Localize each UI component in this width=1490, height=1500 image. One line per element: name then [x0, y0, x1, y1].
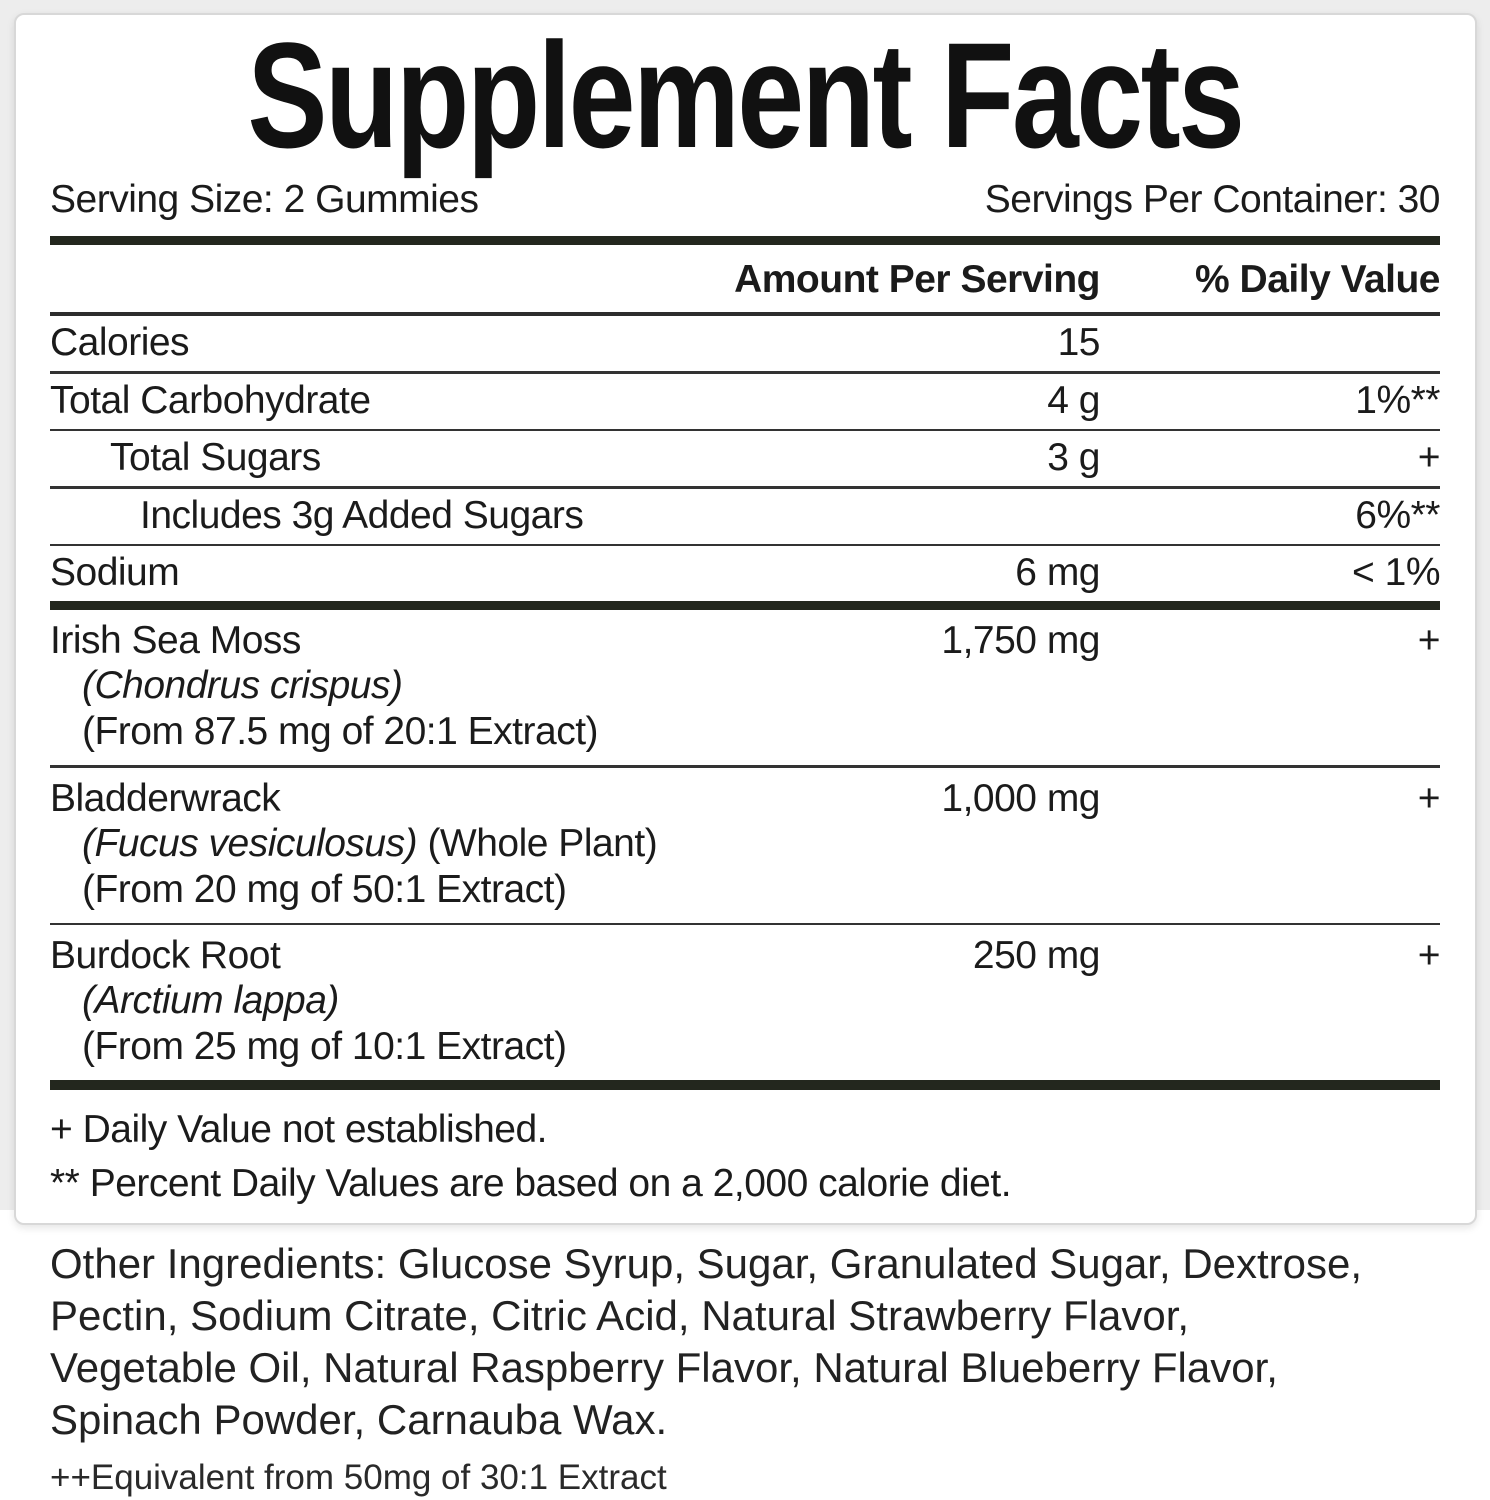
- other-ingredients-line: Spinach Powder, Carnauba Wax.: [50, 1396, 668, 1443]
- column-header-amount: Amount Per Serving: [734, 258, 1100, 301]
- nutrient-amount: 15: [1057, 321, 1100, 364]
- nutrient-label: Sodium: [50, 551, 180, 594]
- panel-title: Supplement Facts: [247, 11, 1243, 179]
- nutrient-row-total-carbohydrate: [50, 374, 1440, 429]
- nutrient-amount: 6 mg: [1015, 551, 1100, 594]
- herb-amount: 1,000 mg: [941, 776, 1100, 820]
- herb-row-bladderwrack: [50, 768, 1440, 923]
- herb-name: Burdock Root: [50, 934, 281, 977]
- herb-daily-value: +: [1417, 934, 1440, 977]
- serving-info-row: [50, 177, 1440, 223]
- nutrient-daily-value: 6%**: [1355, 493, 1440, 537]
- herb-daily-value: +: [1417, 619, 1440, 662]
- nutrient-label: Total Sugars: [110, 436, 321, 479]
- thick-divider-top: [50, 236, 1440, 245]
- nutrient-label: Includes 3g Added Sugars: [140, 493, 584, 537]
- nutrient-amount: 4 g: [1047, 378, 1100, 422]
- footnote-percent-dv: ** Percent Daily Values are based on a 2,000 calorie diet.: [50, 1162, 1012, 1205]
- equivalent-note: ++Equivalent from 50mg of 30:1 Extract: [50, 1458, 667, 1497]
- nutrient-row-calories: [50, 316, 1440, 371]
- herb-latin-name: (Fucus vesiculosus): [82, 821, 418, 865]
- other-ingredients-line: Pectin, Sodium Citrate, Citric Acid, Natural Strawberry Flavor,: [50, 1292, 1190, 1339]
- herb-amount: 1,750 mg: [941, 619, 1100, 662]
- herb-row-burdock-root: [50, 925, 1440, 1080]
- footnotes: [50, 1103, 1440, 1211]
- herb-extract-line: (From 25 mg of 10:1 Extract): [82, 1025, 567, 1068]
- herb-latin-name: (Arctium lappa): [82, 979, 339, 1022]
- nutrient-label: Total Carbohydrate: [50, 378, 371, 422]
- herb-daily-value: +: [1417, 776, 1440, 820]
- other-ingredients: [50, 1238, 1450, 1446]
- herb-main-line: [50, 934, 1440, 978]
- nutrient-daily-value: 1%**: [1355, 378, 1440, 422]
- herb-main-line: [50, 619, 1440, 663]
- herb-latin-suffix: (Whole Plant): [417, 821, 658, 865]
- other-ingredients-line: Vegetable Oil, Natural Raspberry Flavor, Natural Blueberry Flavor,: [50, 1344, 1278, 1391]
- thick-divider-middle: [50, 601, 1440, 610]
- nutrient-amount: 3 g: [1047, 436, 1100, 479]
- column-header-row: [50, 245, 1440, 312]
- nutrient-row-added-sugars: [50, 489, 1440, 544]
- herb-extract-line: (From 20 mg of 50:1 Extract): [82, 867, 567, 911]
- footnote-daily-value: + Daily Value not established.: [50, 1108, 548, 1151]
- herb-amount: 250 mg: [972, 934, 1100, 977]
- other-ingredients-line: Other Ingredients: Glucose Syrup, Sugar, Granulated Sugar, Dextrose,: [50, 1240, 1363, 1287]
- serving-size: Serving Size: 2 Gummies: [50, 178, 479, 221]
- column-header-daily-value: % Daily Value: [1195, 258, 1440, 301]
- thick-divider-bottom: [50, 1080, 1440, 1090]
- servings-per-container: Servings Per Container: 30: [984, 178, 1440, 221]
- herb-latin-line: [50, 821, 1440, 867]
- nutrient-row-total-sugars: [50, 431, 1440, 486]
- herb-latin-line: [50, 978, 1440, 1024]
- herb-name: Bladderwrack: [50, 776, 281, 820]
- herb-extract-line: (From 87.5 mg of 20:1 Extract): [82, 710, 599, 753]
- herb-row-irish-sea-moss: [50, 610, 1440, 765]
- nutrient-label: Calories: [50, 321, 190, 364]
- supplement-facts-panel: [14, 13, 1477, 1225]
- herb-main-line: [50, 777, 1440, 821]
- nutrient-daily-value: +: [1417, 436, 1440, 479]
- herb-latin-name: (Chondrus crispus): [82, 664, 403, 707]
- herb-name: Irish Sea Moss: [50, 619, 301, 662]
- nutrient-row-sodium: [50, 546, 1440, 601]
- herb-latin-line: [50, 663, 1440, 709]
- nutrient-daily-value: < 1%: [1352, 551, 1440, 594]
